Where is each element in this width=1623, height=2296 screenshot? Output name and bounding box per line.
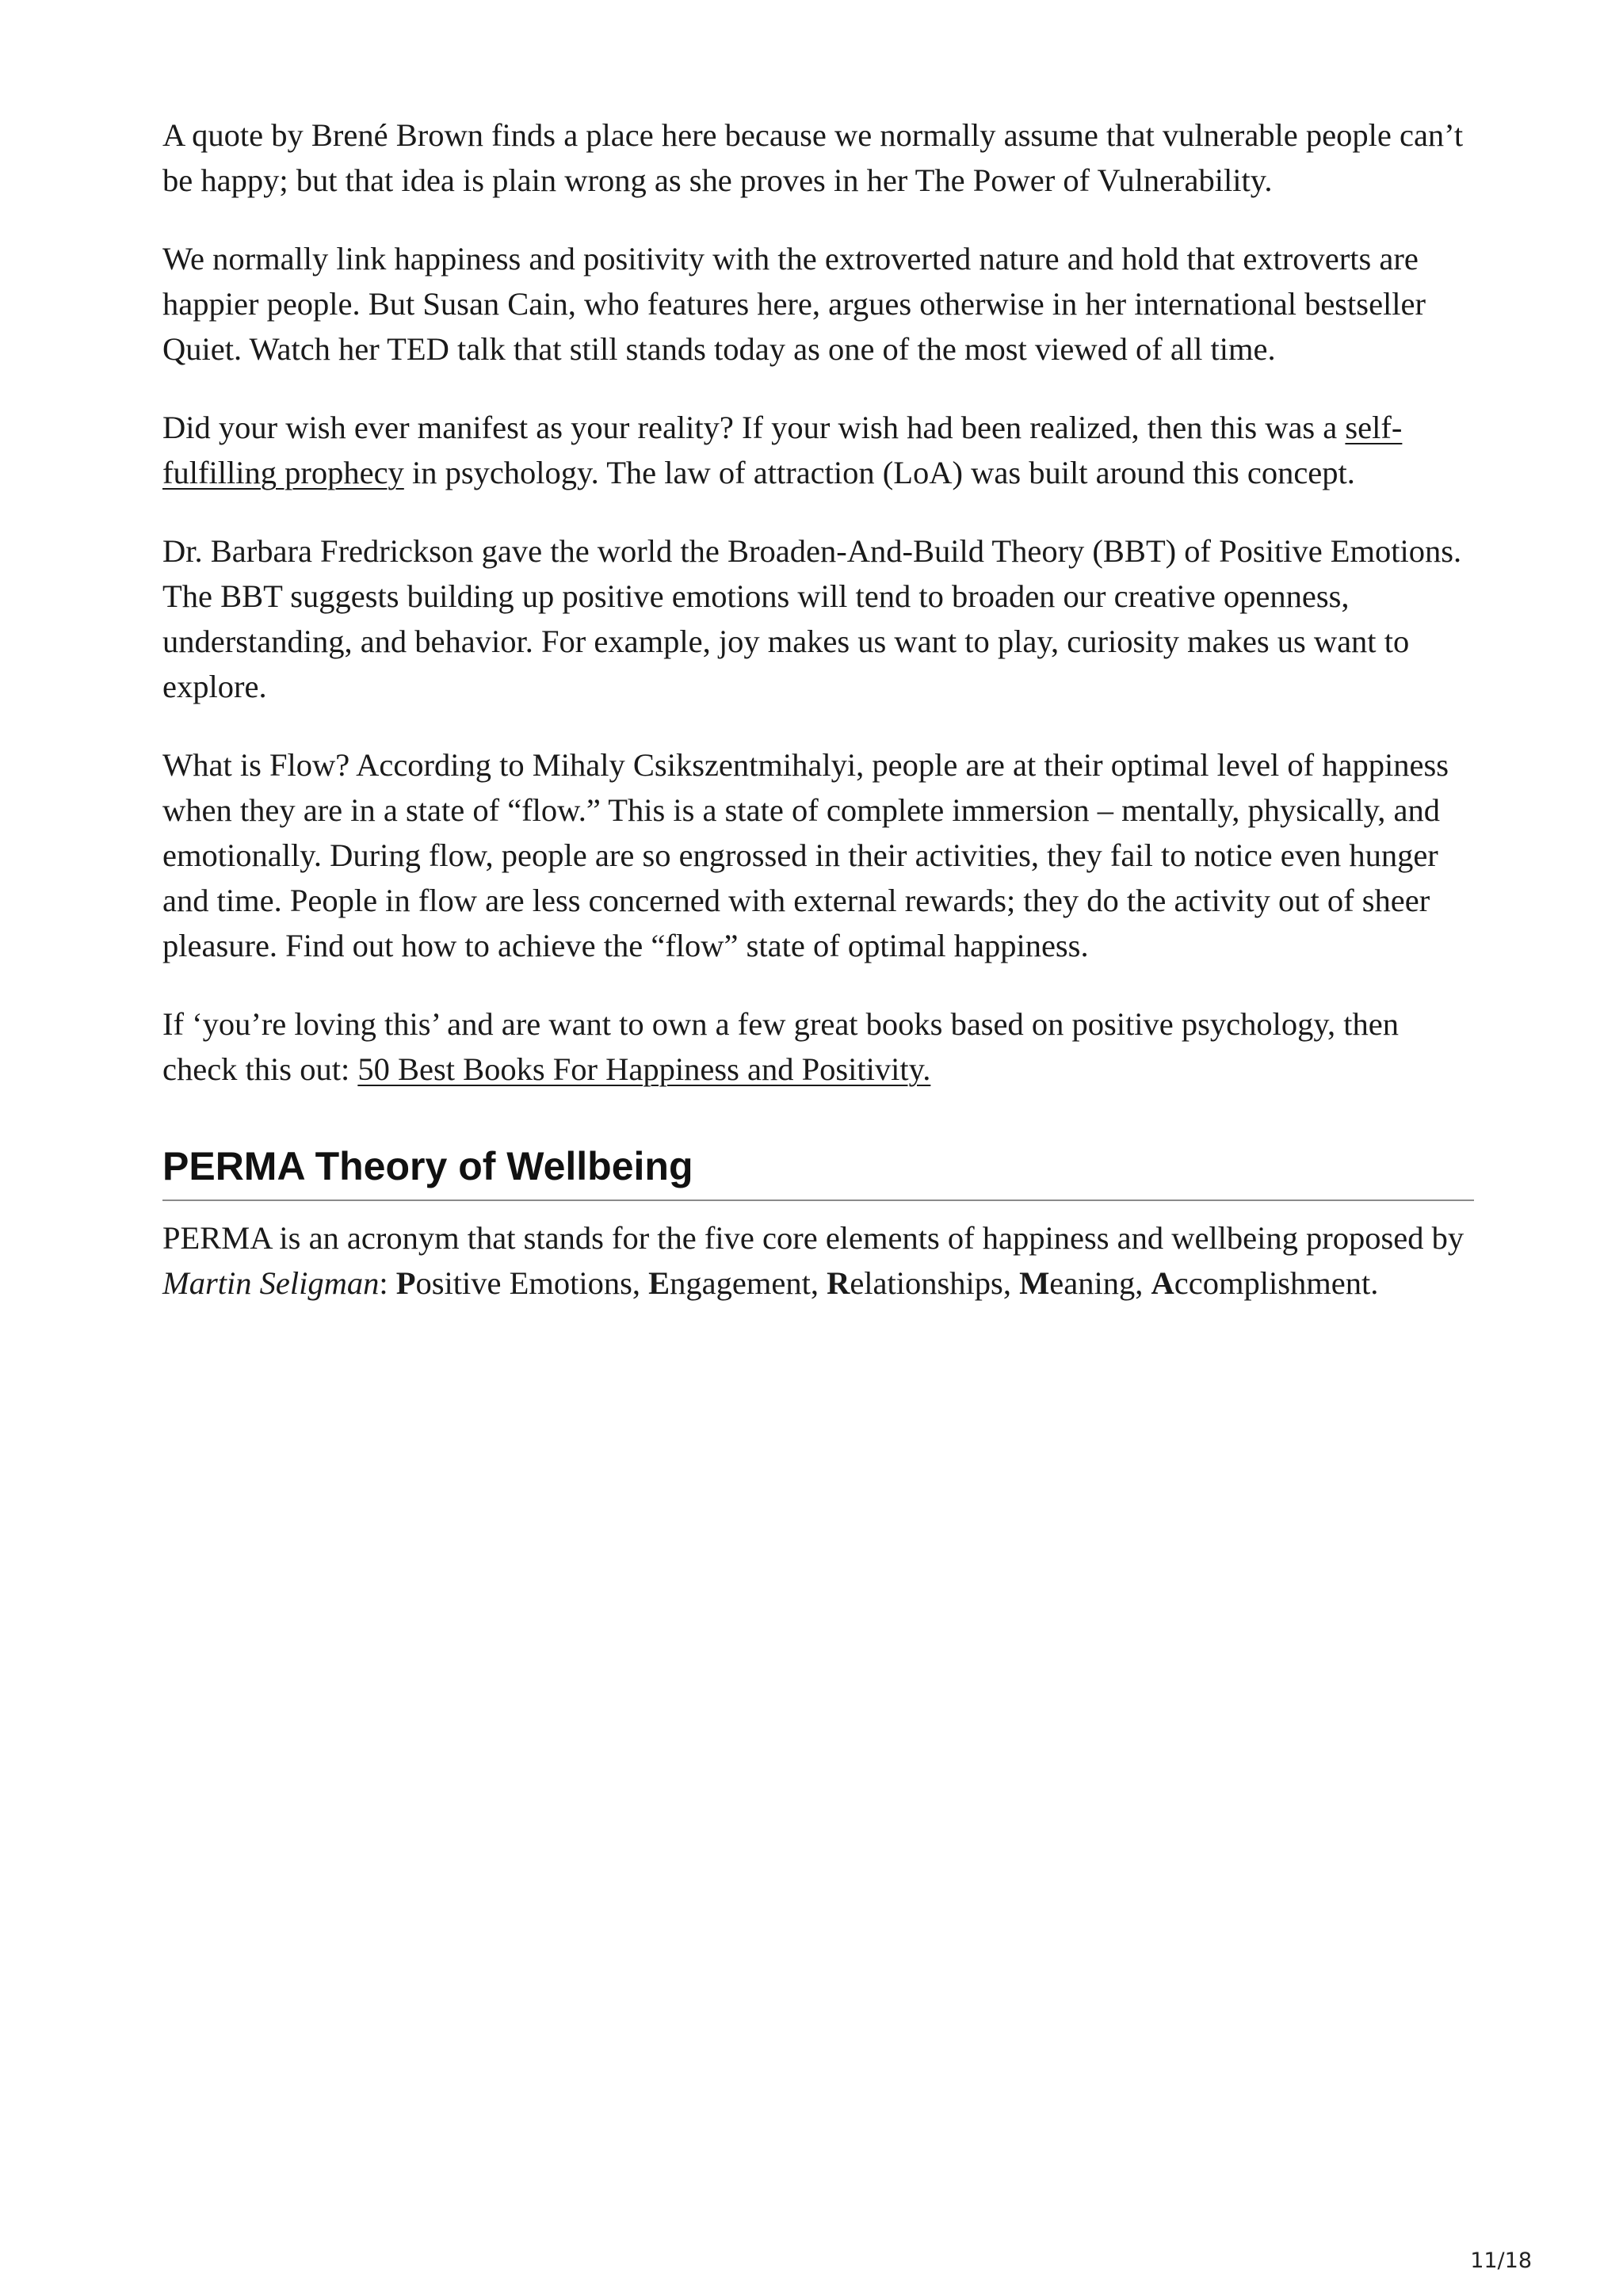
- paragraph-text: We normally link happiness and positivity with the extroverted nature and hold that extroverts are happier people. But Susan Cain, who features here, argues otherwise in her international bestseller Quiet. Watch her TED talk that still stands today as one of the most viewed of all time.: [162, 241, 1426, 367]
- perma-element-text: eaning: [1049, 1265, 1136, 1301]
- paragraph-text: If ‘you’re loving this’ and are want to own a few great books based on positive psychology, then check this out:: [162, 1006, 1399, 1087]
- document-page: [162, 113, 1474, 1339]
- perma-initial-m: M: [1019, 1265, 1050, 1301]
- paragraph-best-books: [162, 1001, 1474, 1092]
- separator: ,: [810, 1265, 827, 1301]
- author-name: Martin Seligman: [162, 1265, 380, 1301]
- paragraph-perma-intro: [162, 1215, 1474, 1306]
- separator: ,: [1002, 1265, 1020, 1301]
- paragraph-text: A quote by Brené Brown finds a place here because we normally assume that vulnerable people can’t be happy; but that idea is plain wrong as she proves in her The Power of Vulnerability.: [162, 117, 1464, 198]
- paragraph-text: PERMA is an acronym that stands for the five core elements of happiness and wellbeing proposed by: [162, 1220, 1465, 1256]
- paragraph-susan-cain: [162, 236, 1474, 372]
- paragraph-text: Dr. Barbara Fredrickson gave the world the Broaden-And-Build Theory (BBT) of Positive Emotions. The BBT suggests building up positive emotions will tend to broaden our creative openness, understanding, and behavior. For example, joy makes us want to play, curiosity makes us want to explore.: [162, 533, 1462, 704]
- best-books-link[interactable]: 50 Best Books For Happiness and Positivity.: [357, 1051, 931, 1087]
- page-number: 11/18: [1470, 2248, 1532, 2273]
- paragraph-text: What is Flow? According to Mihaly Csikszentmihalyi, people are at their optimal level of happiness when they are in a state of “flow.” This is a state of complete immersion – mentally, physically, and emotionally. During flow, people are so engrossed in their activities, they fail to notice even hunger and time. People in flow are less concerned with external rewards; they do the activity out of sheer pleasure. Find out how to achieve the “flow” state of optimal happiness.: [162, 747, 1449, 963]
- paragraph-text: Did your wish ever manifest as your reality? If your wish had been realized, then this was a: [162, 410, 1346, 445]
- section-heading-perma: PERMA Theory of Wellbeing: [162, 1142, 1474, 1201]
- self-fulfilling-prophecy-link[interactable]: self-fulfilling prophecy: [162, 410, 1403, 490]
- paragraph-text: in psychology. The law of attraction (LoA) was built around this concept.: [403, 455, 1355, 490]
- perma-initial-e: E: [648, 1265, 670, 1301]
- perma-element-text: ccomplishment: [1174, 1265, 1371, 1301]
- perma-initial-a: A: [1151, 1265, 1174, 1301]
- separator: .: [1370, 1265, 1379, 1301]
- perma-element-text: ositive Emotions: [415, 1265, 632, 1301]
- perma-initial-r: R: [827, 1265, 850, 1301]
- perma-element-text: elationships: [850, 1265, 1003, 1301]
- paragraph-broaden-and-build: [162, 528, 1474, 709]
- perma-initial-p: P: [395, 1265, 416, 1301]
- separator: ,: [632, 1265, 649, 1301]
- paragraph-flow: [162, 742, 1474, 968]
- separator: ,: [1135, 1265, 1151, 1301]
- paragraph-self-fulfilling-prophecy: [162, 405, 1474, 495]
- perma-element-text: ngagement: [670, 1265, 811, 1301]
- paragraph-brene-brown: [162, 113, 1474, 203]
- paragraph-text: :: [379, 1265, 396, 1301]
